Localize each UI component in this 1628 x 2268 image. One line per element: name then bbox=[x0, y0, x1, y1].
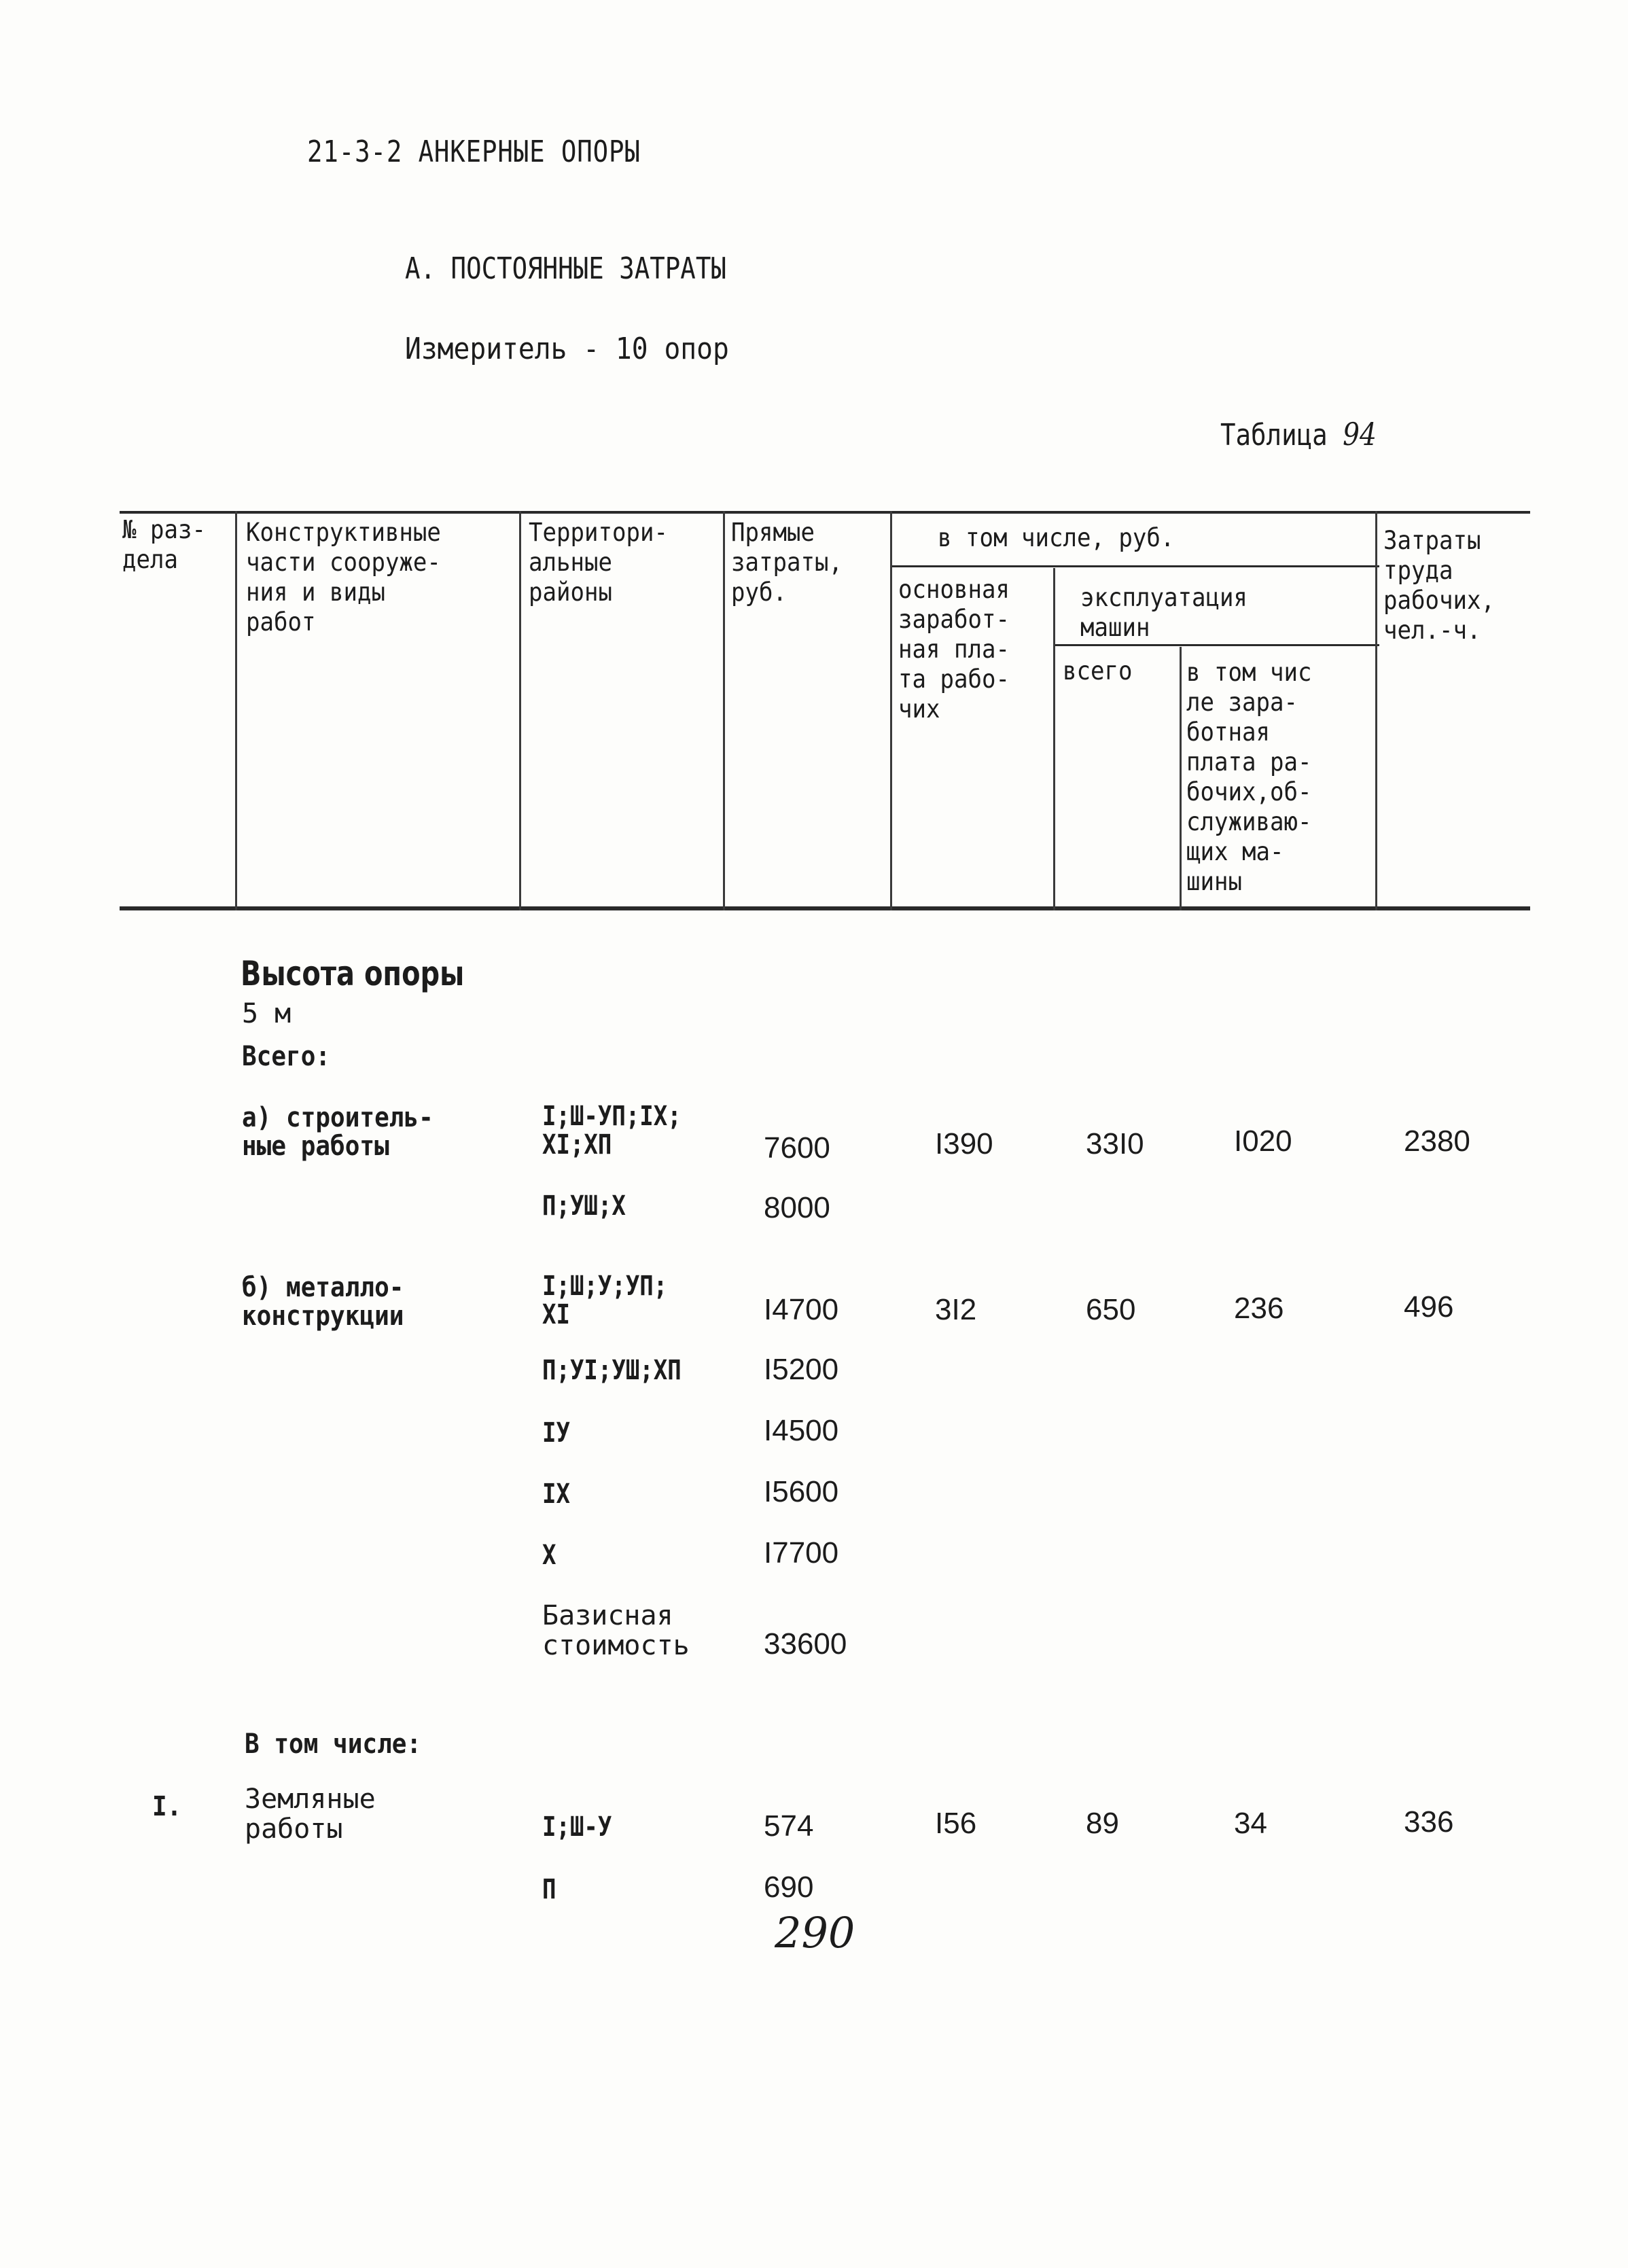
table-number-value: 94 bbox=[1343, 416, 1377, 453]
section-1-row1-machines-salary: 34 bbox=[1234, 1807, 1267, 1840]
group-a-row2-direct: 8000 bbox=[764, 1191, 830, 1224]
group-b-row1-regions: I;Ш;У;УП; XI bbox=[542, 1271, 668, 1330]
col-header-section: № раз- дела bbox=[122, 515, 206, 574]
group-b-row4-direct: I5600 bbox=[764, 1475, 839, 1508]
group-a-row1-machines-total: 33I0 bbox=[1086, 1127, 1144, 1160]
group-b-row1-machines-salary: 236 bbox=[1234, 1292, 1284, 1325]
col-divider-3 bbox=[723, 511, 725, 910]
col-header-incl-group: в том числе, руб. bbox=[938, 523, 1175, 552]
total-label: Всего: bbox=[242, 1041, 331, 1072]
table-label: Таблица bbox=[1220, 418, 1328, 453]
section-1-number: I. bbox=[152, 1791, 182, 1822]
col-header-direct: Прямые затраты, руб. bbox=[731, 518, 843, 607]
including-label: В том числе: bbox=[245, 1729, 422, 1760]
group-b-row6-regions: Базисная стоимость bbox=[542, 1600, 690, 1661]
group-b-row4-regions: IX bbox=[542, 1478, 570, 1510]
col-divider-1 bbox=[235, 511, 237, 910]
table-number bbox=[1220, 416, 1377, 453]
col-header-machines-salary: в том чис ле зара- ботная плата ра- бочих,об- служиваю- щих ма- шины bbox=[1186, 658, 1312, 896]
col-divider-6 bbox=[1180, 647, 1182, 910]
col-header-regions: Территори- альные районы bbox=[529, 518, 668, 607]
col-divider-4 bbox=[890, 511, 892, 910]
col-divider-2 bbox=[519, 511, 521, 910]
group-b-row1-labor: 496 bbox=[1404, 1290, 1454, 1324]
group-a-row1-machines-salary: I020 bbox=[1234, 1124, 1292, 1158]
group-a-row1-base-salary: I390 bbox=[935, 1127, 993, 1160]
col-header-parts: Конструктивные части сооруже- ния и виды работ bbox=[246, 518, 441, 637]
section-1-row1-machines-total: 89 bbox=[1086, 1807, 1119, 1840]
col-header-base-salary: основная заработ- ная пла- та рабо- чих bbox=[898, 575, 1010, 724]
height-value: 5 м bbox=[242, 998, 291, 1029]
group-b-row2-regions: П;УI;УШ;XП bbox=[542, 1355, 682, 1386]
measurement-unit: Измеритель - 10 опор bbox=[405, 332, 729, 366]
group-a-row1-regions: I;Ш-УП;IX; XI;XП bbox=[542, 1101, 682, 1160]
document-title: 21-3-2 АНКЕРНЫЕ ОПОРЫ bbox=[307, 135, 641, 169]
group-b-row1-machines-total: 650 bbox=[1086, 1293, 1136, 1326]
group-a-label: а) строитель- ные работы bbox=[242, 1102, 433, 1162]
section-1-label: Земляные работы bbox=[245, 1784, 376, 1845]
group-b-row2-direct: I5200 bbox=[764, 1353, 839, 1386]
col-divider-7 bbox=[1375, 511, 1377, 910]
section-1-row2-direct: 690 bbox=[764, 1871, 814, 1904]
page-number: 290 bbox=[775, 1908, 855, 1957]
col-divider-5 bbox=[1053, 568, 1055, 910]
group-b-row5-regions: X bbox=[542, 1540, 556, 1571]
section-1-row1-labor: 336 bbox=[1404, 1805, 1454, 1839]
height-heading: Высота опоры bbox=[241, 954, 465, 993]
group-b-row6-direct: 33600 bbox=[764, 1627, 847, 1661]
header-top-rule bbox=[120, 511, 1530, 514]
group-a-row1-direct: 7600 bbox=[764, 1131, 830, 1165]
col-header-labor: Затраты труда рабочих, чел.-ч. bbox=[1383, 526, 1495, 645]
section-1-row1-base-salary: I56 bbox=[935, 1807, 977, 1840]
section-subtitle: А. ПОСТОЯННЫЕ ЗАТРАТЫ bbox=[405, 251, 726, 286]
group-b-row5-direct: I7700 bbox=[764, 1536, 839, 1570]
group-b-row3-direct: I4500 bbox=[764, 1414, 839, 1447]
group-a-row1-labor: 2380 bbox=[1404, 1124, 1470, 1158]
col-header-machines-total: всего bbox=[1063, 656, 1133, 686]
group-b-label: б) металло- конструкции bbox=[242, 1272, 404, 1332]
incl-group-rule bbox=[891, 565, 1379, 567]
section-1-row1-regions: I;Ш-У bbox=[542, 1811, 612, 1843]
group-b-row3-regions: IУ bbox=[542, 1417, 570, 1449]
group-a-row2-regions: П;УШ;X bbox=[542, 1190, 626, 1222]
group-b-row1-direct: I4700 bbox=[764, 1293, 839, 1326]
group-b-row1-base-salary: 3I2 bbox=[935, 1293, 977, 1326]
section-1-row2-regions: П bbox=[542, 1874, 556, 1905]
header-bottom-rule bbox=[120, 906, 1530, 910]
machines-group-rule bbox=[1055, 644, 1379, 646]
section-1-row1-direct: 574 bbox=[764, 1809, 814, 1843]
col-header-machines-group: эксплуатация машин bbox=[1080, 583, 1247, 642]
